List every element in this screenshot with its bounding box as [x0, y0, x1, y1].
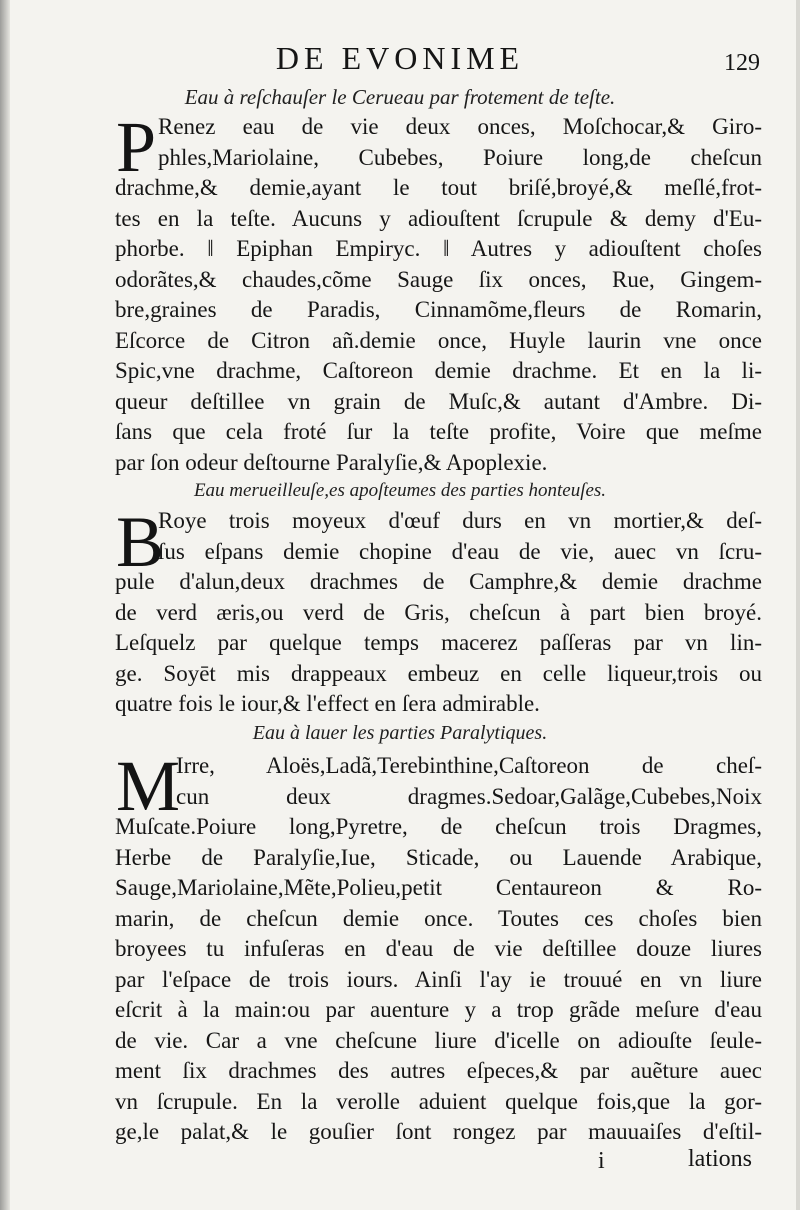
text-line: drachme,& demie,ayant le tout briſé,broyé,& meſlé,frot- — [115, 175, 762, 200]
text-line: Spic,vne drachme, Caſtoreon demie drachme. Et en la li- — [115, 358, 762, 383]
text-line: cun deux dragmes.Sedoar,Galãge,Cubebes,Noix — [176, 783, 762, 809]
text-line: phorbe. ‖ Epiphan Empiryc. ‖ Autres y adiouſtent choſes — [115, 236, 762, 261]
text-line: quatre fois le iour,& l'effect en ſera admirable. — [115, 691, 540, 716]
text-line: Eſcorce de Citron añ.demie once, Huyle laurin vne once — [115, 327, 762, 353]
signature-mark: i — [598, 1148, 605, 1174]
text-line: ſus eſpans demie chopine d'eau de vie, auec vn ſcru- — [158, 538, 762, 564]
page-number: 129 — [724, 50, 760, 76]
section-heading-2: Eau merueilleuſe,es apoſteumes des parties honteuſes. — [193, 480, 607, 501]
text-line: Herbe de Paralyſie,Iue, Sticade, ou Lauende Arabique, — [115, 844, 762, 870]
text-line: ge,le palat,& le gouſier ſont rongez par mauuaiſes d'eſtil- — [115, 1119, 762, 1144]
text-line: Sauge,Mariolaine,Mẽte,Polieu,petit Centaureon & Ro- — [115, 875, 762, 900]
section-heading-1: Eau à reſchauſer le Cerueau par frotement de teſte. — [184, 85, 616, 109]
text-line: eſcrit à la main:ou par auenture y a trop grãde meſure d'eau — [115, 997, 762, 1022]
text-line: de vie. Car a vne cheſcune liure d'icelle on adiouſte ſeule- — [115, 1027, 762, 1053]
text-line: tes en la teſte. Aucuns y adiouſtent ſcrupule & demy d'Eu- — [115, 205, 762, 231]
paragraph-2 — [115, 502, 762, 720]
text-line: Irre, Aloës,Ladã,Terebinthine,Caſtoreon de cheſ- — [176, 753, 762, 778]
drop-cap-1: P — [116, 107, 157, 187]
text-line: de verd æris,ou verd de Gris, cheſcun à part bien broyé. — [115, 599, 762, 625]
running-head: DE EVONIME — [275, 40, 525, 76]
text-line: par ſon odeur deſtourne Paralyſie,& Apoplexie. — [115, 449, 548, 475]
text-line: pule d'alun,deux drachmes de Camphre,& demie drachme — [115, 569, 762, 594]
text-line: queur deſtillee vn grain de Muſc,& autant d'Ambre. Di- — [115, 388, 762, 414]
text-line: par l'eſpace de trois iours. Ainſi l'ay ie trouué en vn liure — [115, 966, 762, 992]
text-line: ge. Soyēt mis drappeaux embeuz en celle liqueur,trois ou — [115, 660, 762, 686]
text-line: ſans que cela froté ſur la teſte profite, Voire que meſme — [115, 419, 762, 444]
text-line: Renez eau de vie deux onces, Moſchocar,& Giro- — [158, 114, 762, 139]
page-gutter-shadow — [0, 0, 10, 1210]
text-line: odorãtes,& chaudes,cõme Sauge ſix onces, Rue, Gingem- — [115, 266, 762, 292]
text-line: phles,Mariolaine, Cubebes, Poiure long,de cheſcun — [158, 144, 762, 170]
page-footer — [0, 1144, 800, 1180]
text-line: ment ſix drachmes des autres eſpeces,& par auẽture auec — [115, 1058, 762, 1083]
section-heading-3: Eau à lauer les parties Paralytiques. — [252, 722, 548, 744]
page-edge — [796, 0, 800, 1210]
page-header — [0, 40, 800, 80]
paragraph-1 — [115, 107, 762, 478]
text-line: broyees tu infuſeras en d'eau de vie deſtillee douze liures — [115, 936, 762, 961]
text-line: Leſquelz par quelque temps macerez paſſeras par vn lin- — [115, 630, 762, 655]
text-line: bre,graines de Paradis, Cinnamõme,fleurs de Romarin, — [115, 297, 762, 322]
drop-cap-3: M — [116, 746, 181, 826]
text-line: Roye trois moyeux d'œuf durs en vn mortier,& deſ- — [158, 508, 762, 533]
catchword: lations — [688, 1146, 752, 1172]
text-line: marin, de cheſcun demie once. Toutes ces choſes bien — [115, 905, 762, 931]
text-line: Muſcate.Poiure long,Pyretre, de cheſcun trois Dragmes, — [115, 814, 762, 839]
paragraph-3 — [115, 746, 762, 1148]
text-line: vn ſcrupule. En la verolle aduient quelque fois,que la gor- — [115, 1088, 762, 1114]
drop-cap-2: B — [116, 502, 165, 582]
